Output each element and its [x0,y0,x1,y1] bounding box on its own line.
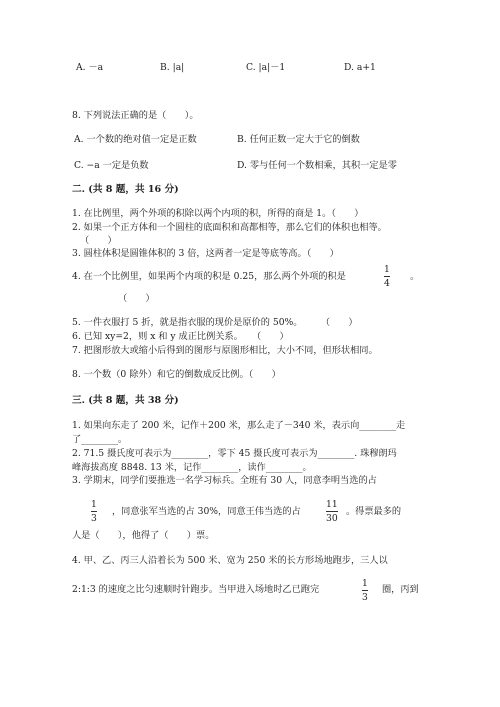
s2-q6: 6. 已知 xy=2，则 x 和 y 成正比例关系。 （ ） [72,331,289,342]
s2-q2: 2. 如果一个正方体和一个圆柱的底面积和高都相等，那么它们的体积也相等。 [72,222,387,233]
section-3-title: 三. (共 8 题，共 38 分) [72,395,179,406]
s3-q3-line2: ，同意张军当选的占 30%，同意王伟当选的占 [112,506,301,517]
s3-q4-line2-tail: 圈，丙到 [382,584,419,595]
s3-q3-fraction-wangwei [326,499,338,524]
fraction-bar [91,511,97,512]
s3-q3-line1: 3. 学期末，同学们要推选一名学习标兵。全班有 30 人，同意李明当选的占 [72,475,377,486]
s3-q1-line1: 1. 如果向东走了 200 米，记作＋200 米，那么走了－340 米，表示向________走 [72,420,406,431]
s2-q1: 1. 在比例里，两个外项的积除以两个内项的积，所得的商是 1。（ ） [72,208,364,219]
s2-q2-answer: （ ） [80,235,117,246]
q7-option-d: D. a+1 [344,62,376,73]
q8-option-d: D. 零与任何一个数相乘，其积一定是零 [237,160,397,171]
q7-option-a: A. －a [76,62,104,73]
fraction-numerator: 1 [384,264,390,275]
q8-option-c: C. −a 一定是负数 [74,160,149,171]
fraction-numerator: 1 [91,499,97,510]
q7-option-b: B. |a| [160,62,185,73]
fraction-denominator: 4 [384,278,390,289]
fraction-bar [362,590,368,591]
s3-q4-fraction [362,578,368,603]
fraction-denominator: 3 [362,592,368,603]
q8-option-b: B. 任何正数一定大于它的倒数 [237,134,360,145]
fraction-numerator: 11 [326,499,338,510]
s3-q3-line2-tail: 。得票最多的 [346,506,402,517]
fraction-bar [326,511,338,512]
s2-q4-answer: （ ） [118,293,155,304]
fraction-numerator: 1 [362,578,368,589]
s3-q3-fraction-liming [91,499,97,524]
fraction-bar [384,276,390,277]
s2-q8: 8. 一个数（0 除外）和它的倒数成反比例。（ ） [72,369,281,380]
s3-q2-line1: 2. 71.5 摄氏度可表示为________，零下 45 摄氏度可表示为________. 珠穆朗玛 [72,448,397,459]
s3-q4-line2: 2:1:3 的速度之比匀速顺时针跑步。当甲进入场地时乙已跑完 [72,584,320,595]
s3-q1-line2: 了________。 [72,434,128,445]
s2-q5: 5. 一件衣服打 5 折，就是指衣服的现价是原价的 50%。 （ ） [72,317,358,328]
s2-q7: 7. 把图形放大或缩小后得到的图形与原图形相比，大小不同，但形状相同。 [72,345,378,356]
s3-q4-line1: 4. 甲、乙、丙三人沿着长为 500 米、宽为 250 米的长方形场地跑步，三人以 [72,555,388,566]
s2-q4: 4. 在一个比例里，如果两个内项的积是 0.25，那么两个外项的积是 [72,271,346,282]
s3-q2-line2: 峰海拔高度 8848. 13 米，记作________，读作________。 [72,462,312,473]
section-2-title: 二. (共 8 题，共 16 分) [72,184,179,195]
q7-option-c: C. |a|－1 [246,62,286,73]
q8-option-a: A. 一个数的绝对值一定是正数 [74,134,197,145]
fraction-denominator: 3 [91,513,97,524]
q8-stem: 8. 下列说法正确的是（ ）。 [72,110,199,121]
s2-q4-fraction [384,264,390,289]
s3-q3-line3: 人是（ ），他得了（ ）票。 [72,530,215,541]
s2-q3: 3. 圆柱体积是圆锥体积的 3 倍，这两者一定是等底等高。（ ） [72,248,339,259]
fraction-denominator: 30 [326,513,338,524]
s2-q4-period: 。 [410,271,420,282]
